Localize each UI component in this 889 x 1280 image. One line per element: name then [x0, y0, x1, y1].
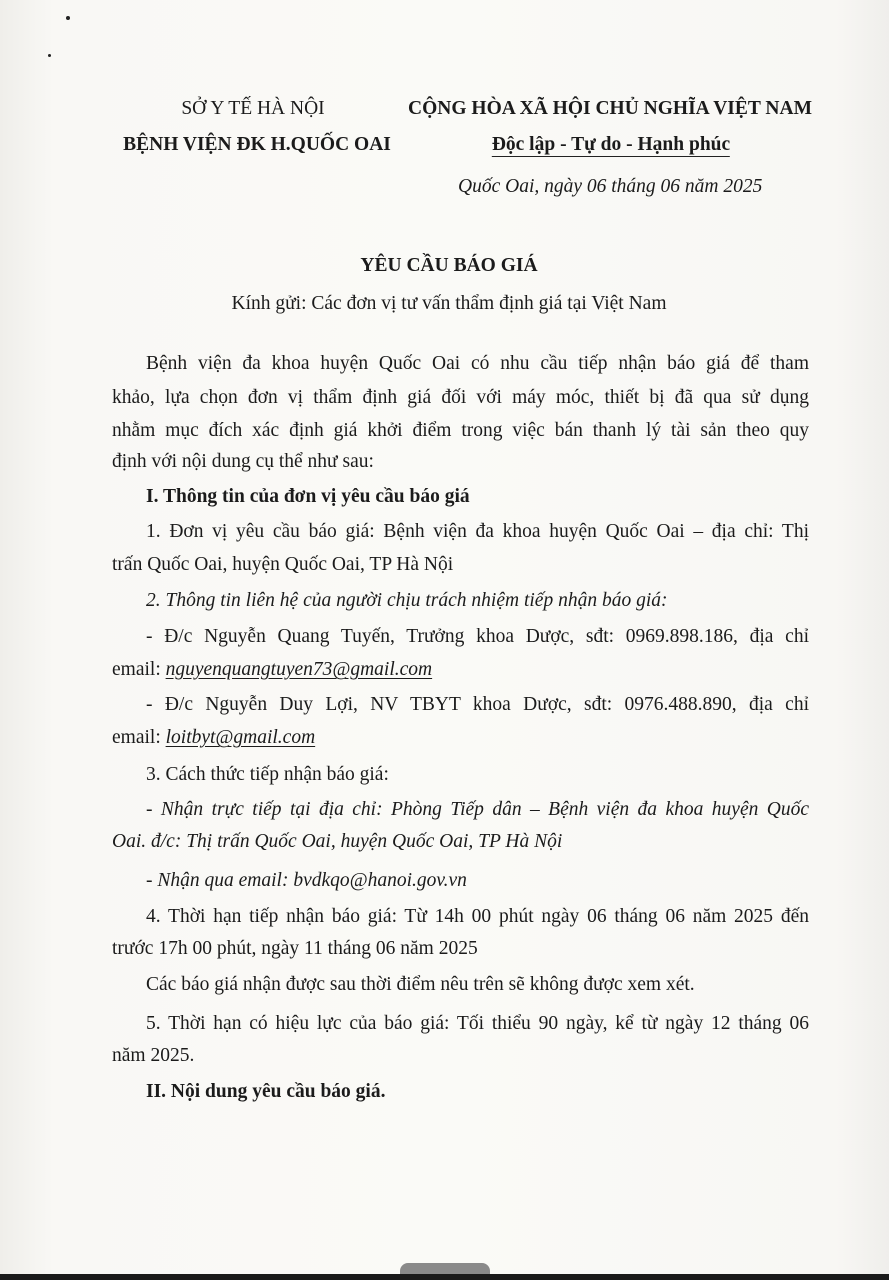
- item-1-line: trấn Quốc Oai, huyện Quốc Oai, TP Hà Nội: [112, 554, 454, 575]
- bottom-edge: [0, 1274, 889, 1280]
- item-3-direct-line: - Nhận trực tiếp tại địa chỉ: Phòng Tiếp dân – Bệnh viện đa khoa huyện Quốc: [146, 799, 809, 820]
- department-name: SỞ Y TẾ HÀ NỘI: [181, 98, 325, 119]
- item-4-line: trước 17h 00 phút, ngày 11 tháng 06 năm 2025: [112, 938, 478, 959]
- intro-line: nhằm mục đích xác định giá khởi điểm trong việc bán thanh lý tài sản theo quy: [112, 420, 809, 441]
- email-label: email:: [112, 659, 166, 680]
- item-3-heading: 3. Cách thức tiếp nhận báo giá:: [146, 764, 389, 785]
- motto: [492, 133, 730, 157]
- email-label: email:: [112, 727, 166, 748]
- intro-line: khảo, lựa chọn đơn vị thẩm định giá đối với máy móc, thiết bị đã qua sử dụng: [112, 387, 809, 408]
- item-5-line: năm 2025.: [112, 1045, 195, 1066]
- intro-line: định với nội dung cụ thể như sau:: [112, 451, 374, 472]
- section-1-heading: I. Thông tin của đơn vị yêu cầu báo giá: [146, 486, 470, 507]
- document-title: YÊU CẦU BÁO GIÁ: [360, 255, 538, 276]
- section-2-heading: II. Nội dung yêu cầu báo giá.: [146, 1081, 386, 1102]
- contact-1-line: - Đ/c Nguyễn Quang Tuyến, Trưởng khoa Dược, sđt: 0969.898.186, địa chỉ: [146, 626, 809, 647]
- item-3-direct-line: Oai. đ/c: Thị trấn Quốc Oai, huyện Quốc Oai, TP Hà Nội: [112, 831, 563, 852]
- speck: [48, 54, 51, 57]
- contact-2-email[interactable]: loitbyt@gmail.com: [165, 727, 316, 748]
- contact-1-email[interactable]: nguyenquangtuyen73@gmail.com: [165, 659, 433, 680]
- contact-2-line: - Đ/c Nguyễn Duy Lợi, NV TBYT khoa Dược, sđt: 0976.488.890, địa chỉ: [146, 694, 809, 715]
- speck: [66, 16, 70, 20]
- contact-2-email-row: [112, 726, 315, 750]
- motto-text: Độc lập - Tự do - Hạnh phúc: [491, 134, 731, 155]
- item-4-line: 4. Thời hạn tiếp nhận báo giá: Từ 14h 00 phút ngày 06 tháng 06 năm 2025 đến: [146, 906, 809, 927]
- item-5-line: 5. Thời hạn có hiệu lực của báo giá: Tối thiểu 90 ngày, kể từ ngày 12 tháng 06: [146, 1013, 809, 1034]
- late-submission-note: Các báo giá nhận được sau thời điểm nêu trên sẽ không được xem xét.: [146, 974, 695, 995]
- item-2-heading: 2. Thông tin liên hệ của người chịu trách nhiệm tiếp nhận báo giá:: [146, 590, 668, 611]
- recipient: Kính gửi: Các đơn vị tư vấn thẩm định giá tại Việt Nam: [231, 293, 667, 314]
- item-1-line: 1. Đơn vị yêu cầu báo giá: Bệnh viện đa khoa huyện Quốc Oai – địa chỉ: Thị: [146, 521, 809, 542]
- intro-line: Bệnh viện đa khoa huyện Quốc Oai có nhu cầu tiếp nhận báo giá để tham: [146, 353, 809, 374]
- document-date: Quốc Oai, ngày 06 tháng 06 năm 2025: [458, 176, 763, 197]
- item-3-email: - Nhận qua email: bvdkqo@hanoi.gov.vn: [146, 870, 467, 891]
- hospital-name: BỆNH VIỆN ĐK H.QUỐC OAI: [123, 134, 391, 155]
- country-name: CỘNG HÒA XÃ HỘI CHỦ NGHĨA VIỆT NAM: [408, 98, 812, 119]
- contact-1-email-row: [112, 658, 432, 682]
